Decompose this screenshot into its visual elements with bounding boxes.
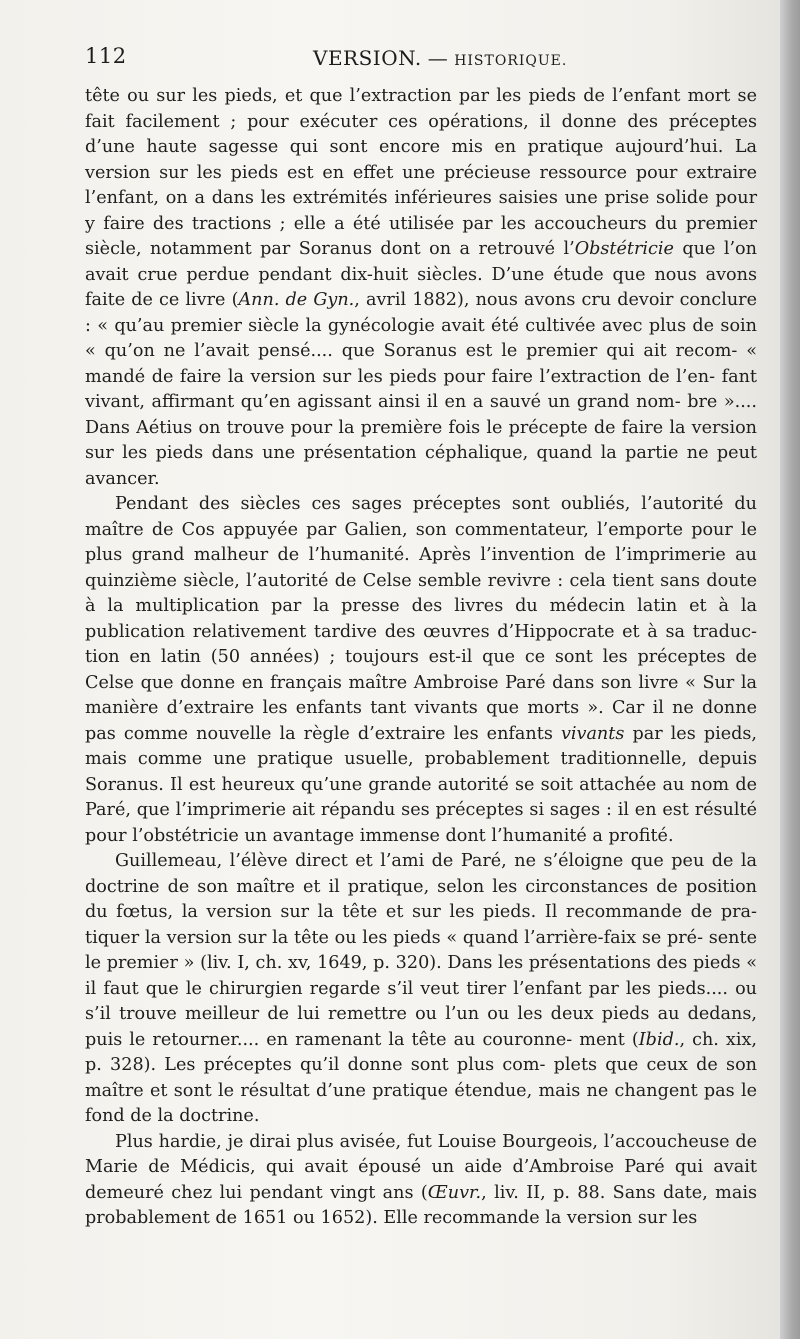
paragraph-text: Plus hardie, je dirai plus avisée, fut Louise Bourgeois, l’accoucheuse de Marie de Médicis, qui avait épousé un aide d’Ambroise Paré qui avait demeuré chez lui pendant vingt ans (	[85, 1131, 757, 1203]
running-title	[313, 46, 567, 70]
running-title-sub: HISTORIQUE.	[454, 53, 568, 69]
paragraph-text: que l’on avait crue perdue pendant dix-huit siècles. D’une étude que nous avons faite de ce livre (	[85, 239, 757, 310]
page-header	[85, 44, 757, 78]
page-number: 112	[85, 44, 127, 68]
italic-text: vivants	[560, 723, 625, 744]
italic-text: Ibid.	[638, 1029, 680, 1050]
page-edge	[780, 0, 800, 1339]
italic-text: Ann. de Gyn.	[238, 290, 355, 310]
paragraph-bourgeois	[85, 1130, 757, 1232]
running-title-separator: —	[427, 46, 449, 70]
paragraph-pare	[85, 492, 757, 849]
body-text	[85, 84, 757, 1232]
paragraph-text: tête ou sur les pieds, et que l’extraction par les pieds de l’enfant mort se fait facilement ; pour exécuter ces opérations, il donne des préceptes d’une haute sagesse qui sont encore mis en pratique aujourd’hui. La version sur les pieds est en effet une précieuse ressource pour extraire l’enfant, on a dans les extrémités inférieures saisies une prise solide pour y faire des tractions ; elle a été utilisée par les accoucheurs du premier siècle, notamment par Soranus dont on a retrouvé l’	[85, 86, 757, 259]
paragraph-text: , liv. II, p. 88. Sans date, mais probablement de 1651 ou 1652). Elle recommande la version sur les	[85, 1182, 757, 1228]
running-title-main: VERSION.	[313, 46, 422, 70]
italic-text: Obstétricie	[574, 239, 674, 259]
paragraph-text: , ch. xix, p. 328). Les préceptes qu’il donne sont plus com- plets que ceux de son maître et sont le résultat d’une pratique étendue, mais ne changent pas le fond de la doctrine.	[85, 1029, 757, 1126]
paragraph-soranus	[85, 84, 757, 492]
paragraph-text: Guillemeau, l’élève direct et l’ami de Paré, ne s’éloigne que peu de la doctrine de son maître et il pratique, selon les circonstances de position du fœtus, la version sur la tête et sur les pieds. Il recommande de pra- tiquer la version sur la tête ou les pieds « quand l’arrière-faix se pré- sente le premier » (liv. I, ch. xv, 1649, p. 320). Dans les présentations des pieds « il faut que le chirurgien regarde s’il veut tirer l’enfant par les pieds.... ou s’il trouve meilleur de lui remettre ou l’un ou les deux pieds au dedans, puis le retourner.... en ramenant la tête au couronne- ment (	[85, 851, 757, 1050]
paragraph-text: Pendant des siècles ces sages préceptes sont oubliés, l’autorité du maître de Cos appuyée par Galien, son commentateur, l’emporte pour le plus grand malheur de l’humanité. Après l’invention de l’imprimerie au quinzième siècle, l’autorité de Celse semble revivre : cela tient sans doute à la multiplication par la presse des livres du médecin latin et à la publication relativement tardive des œuvres d’Hippocrate et à sa traduc- tion en latin (50 années) ; toujours est-il que ce sont les préceptes de Celse que donne en français maître Ambroise Paré dans son livre « Sur la manière d’extraire les enfants tant vivants que morts ». Car il ne donne pas comme nouvelle la règle d’extraire les enfants	[85, 494, 757, 744]
paragraph-guillemeau	[85, 849, 757, 1130]
paragraph-text: , avril 1882), nous avons cru devoir conclure : « qu’au premier siècle la gynécologie avait été cultivée avec plus de soin « qu’on ne l’avait pensé.... que Soranus est le premier qui ait recom- « mandé de faire la version sur les pieds pour faire l’extraction de l’en- fant vivant, affirmant qu’en agissant ainsi il en a sauvé un grand nom- bre ».... Dans Aétius on trouve pour la première fois le précepte de faire la version sur les pieds dans une présentation céphalique, quand la partie ne peut avancer.	[85, 290, 757, 489]
paragraph-text: par les pieds, mais comme une pratique usuelle, probablement traditionnelle, depuis Soranus. Il est heureux qu’une grande autorité se soit attachée au nom de Paré, que l’imprimerie ait répandu ses préceptes si sages : il en est résulté pour l’obstétricie un avantage immense dont l’humanité a profité.	[85, 723, 757, 846]
italic-text: Œuvr.	[427, 1182, 482, 1203]
